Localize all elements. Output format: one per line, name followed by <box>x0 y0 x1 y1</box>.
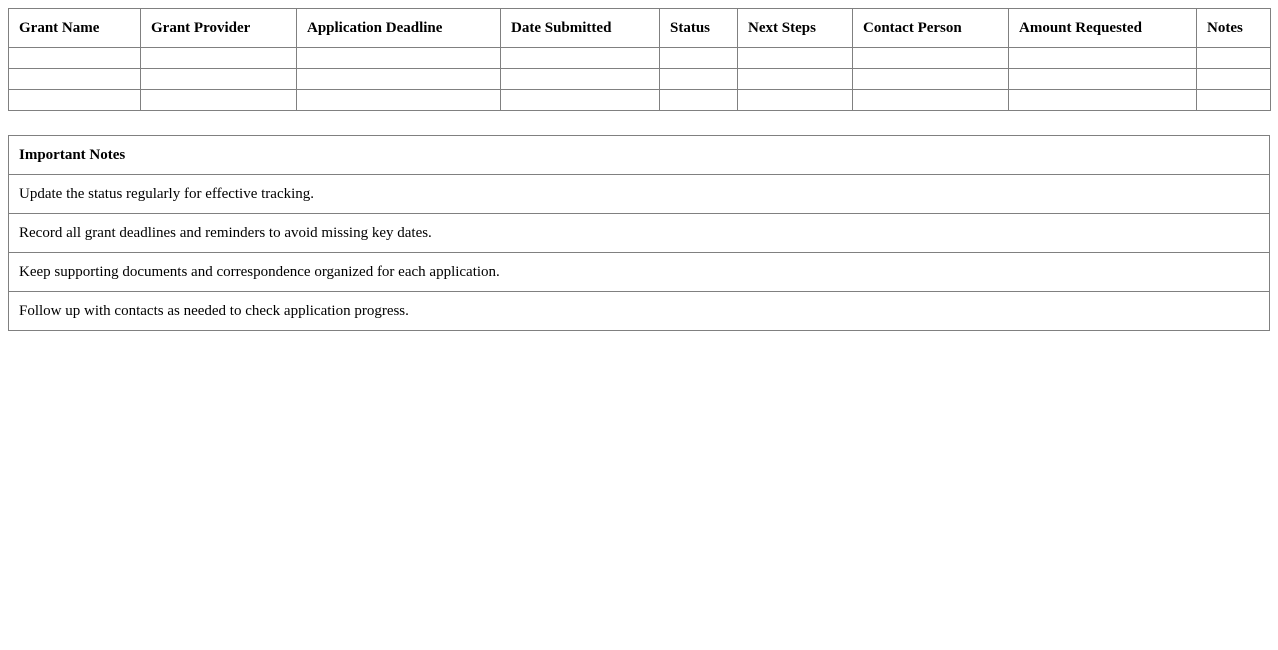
table-cell[interactable] <box>1009 90 1197 111</box>
table-cell[interactable] <box>141 48 297 69</box>
table-cell[interactable] <box>738 69 853 90</box>
header-status: Status <box>660 9 738 48</box>
header-contact-person: Contact Person <box>853 9 1009 48</box>
table-cell[interactable] <box>738 90 853 111</box>
table-cell[interactable] <box>853 90 1009 111</box>
grant-tracking-table <box>8 8 1271 111</box>
table-row <box>9 69 1271 90</box>
table-cell[interactable] <box>1197 48 1271 69</box>
list-item <box>9 214 1270 253</box>
table-cell[interactable] <box>501 48 660 69</box>
table-row <box>9 90 1271 111</box>
table-cell[interactable] <box>501 69 660 90</box>
table-cell[interactable] <box>9 69 141 90</box>
list-item <box>9 253 1270 292</box>
table-cell[interactable] <box>501 90 660 111</box>
list-item <box>9 175 1270 214</box>
header-application-deadline: Application Deadline <box>297 9 501 48</box>
header-grant-name: Grant Name <box>9 9 141 48</box>
table-cell[interactable] <box>660 48 738 69</box>
table-cell[interactable] <box>1009 48 1197 69</box>
note-text: Keep supporting documents and correspondence organized for each application. <box>9 253 1270 292</box>
table-header-row <box>9 9 1271 48</box>
note-text: Follow up with contacts as needed to check application progress. <box>9 292 1270 331</box>
list-item <box>9 292 1270 331</box>
table-cell[interactable] <box>738 48 853 69</box>
notes-title: Important Notes <box>9 136 1270 175</box>
header-notes: Notes <box>1197 9 1271 48</box>
table-cell[interactable] <box>9 48 141 69</box>
table-row <box>9 48 1271 69</box>
table-cell[interactable] <box>297 69 501 90</box>
notes-header-row <box>9 136 1270 175</box>
table-cell[interactable] <box>297 90 501 111</box>
table-cell[interactable] <box>853 69 1009 90</box>
table-cell[interactable] <box>141 90 297 111</box>
header-next-steps: Next Steps <box>738 9 853 48</box>
header-grant-provider: Grant Provider <box>141 9 297 48</box>
table-cell[interactable] <box>9 90 141 111</box>
table-cell[interactable] <box>141 69 297 90</box>
table-cell[interactable] <box>1009 69 1197 90</box>
header-amount-requested: Amount Requested <box>1009 9 1197 48</box>
table-cell[interactable] <box>853 48 1009 69</box>
note-text: Update the status regularly for effective tracking. <box>9 175 1270 214</box>
table-cell[interactable] <box>1197 90 1271 111</box>
note-text: Record all grant deadlines and reminders to avoid missing key dates. <box>9 214 1270 253</box>
table-cell[interactable] <box>660 90 738 111</box>
table-cell[interactable] <box>297 48 501 69</box>
table-cell[interactable] <box>660 69 738 90</box>
table-cell[interactable] <box>1197 69 1271 90</box>
header-date-submitted: Date Submitted <box>501 9 660 48</box>
important-notes-table <box>8 135 1270 331</box>
